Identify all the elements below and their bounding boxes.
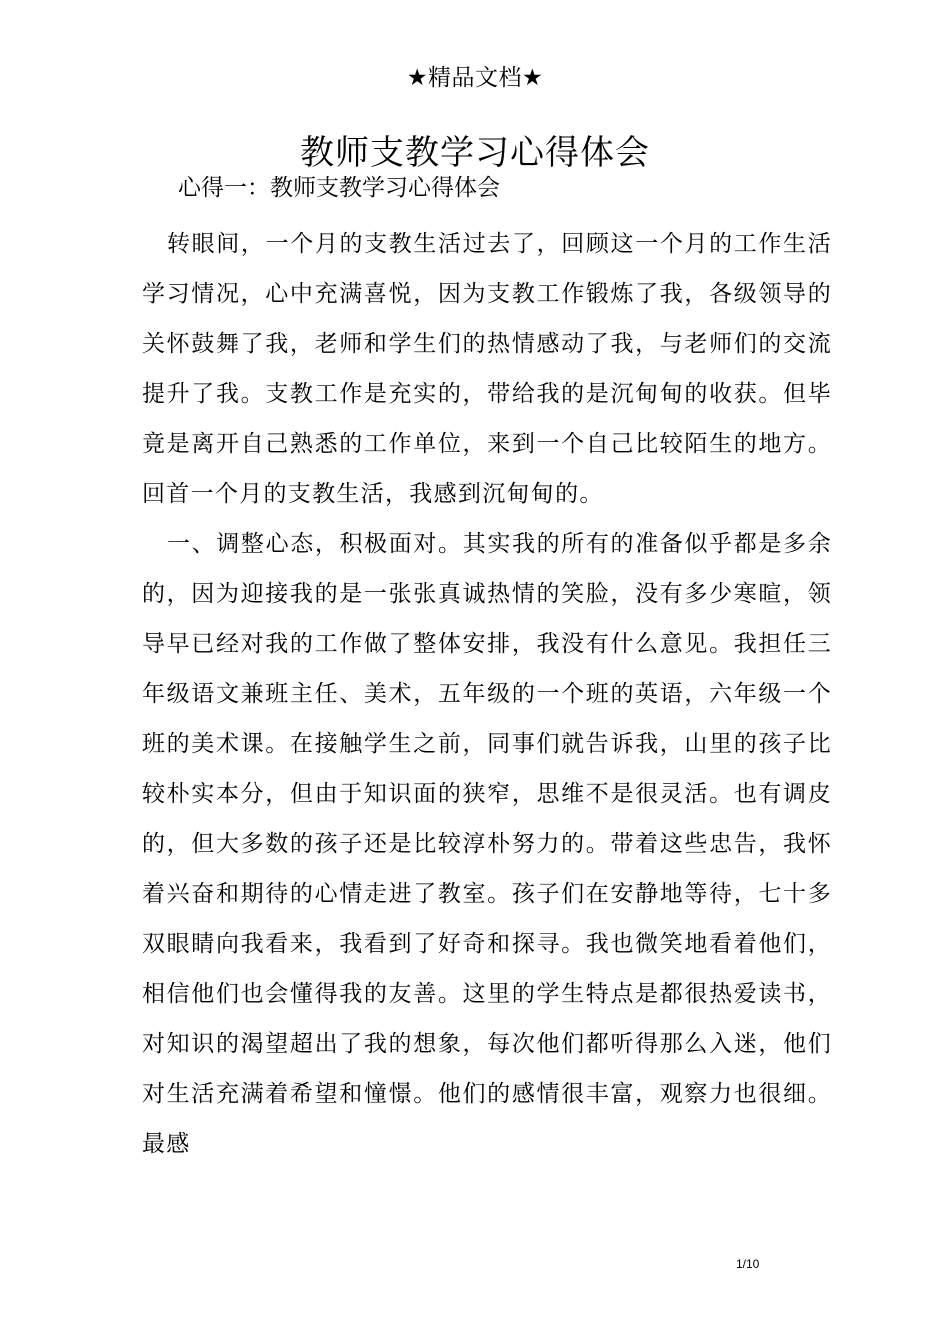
section-subheading: 心得一：教师支教学习心得体会 xyxy=(178,175,500,201)
header-mark: ★精品文档★ xyxy=(406,65,544,91)
page-title: 教师支教学习心得体会 xyxy=(300,132,650,173)
paragraph: 一、调整心态，积极面对。其实我的所有的准备似乎都是多余的，因为迎接我的是一张张真诚热情的笑脸，没有多少寒暄，领导早已经对我的工作做了整体安排，我没有什么意见。我担任三年级语文兼班主任、美术，五年级的一个班的英语，六年级一个班的美术课。在接触学生之前，同事们就告诉我，山里的孩子比较朴实本分，但由于知识面的狭窄，思维不是很灵活。也有调皮的，但大多数的孩子还是比较淳朴努力的。带着这些忠告，我怀着兴奋和期待的心情走进了教室。孩子们在安静地等待，七十多双眼睛向我看来，我看到了好奇和探寻。我也微笑地看着他们，相信他们也会懂得我的友善。这里的学生特点是都很热爱读书，对知识的渴望超出了我的想象，每次他们都听得那么入迷，他们对生活充满着希望和憧憬。他们的感情很丰富，观察力也很细。最感 xyxy=(142,531,832,1157)
body-text xyxy=(142,219,832,1169)
page-number: 1/10 xyxy=(736,1257,760,1271)
paragraph: 转眼间，一个月的支教生活过去了，回顾这一个月的工作生活学习情况，心中充满喜悦，因为支教工作锻炼了我，各级领导的关怀鼓舞了我，老师和学生们的热情感动了我，与老师们的交流提升了我。支教工作是充实的，带给我的是沉甸甸的收获。但毕竟是离开自己熟悉的工作单位，来到一个自己比较陌生的地方。回首一个月的支教生活，我感到沉甸甸的。 xyxy=(142,231,832,507)
